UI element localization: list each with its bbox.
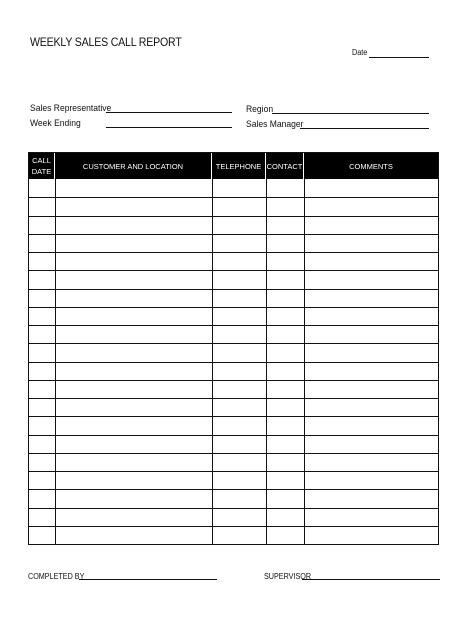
table-row[interactable] xyxy=(29,508,438,509)
table-row[interactable] xyxy=(29,453,438,454)
table-row[interactable] xyxy=(29,380,438,381)
column-header-customer-location: CUSTOMER AND LOCATION xyxy=(55,153,212,179)
report-title: WEEKLY SALES CALL REPORT xyxy=(30,37,182,49)
table-row[interactable] xyxy=(29,471,438,472)
date-field[interactable] xyxy=(369,57,429,58)
sales-manager-field[interactable] xyxy=(300,128,429,129)
sales-call-table xyxy=(28,152,439,545)
column-header-telephone: TELEPHONE xyxy=(212,153,266,179)
table-row[interactable] xyxy=(29,234,438,235)
table-row[interactable] xyxy=(29,270,438,271)
table-row[interactable] xyxy=(29,489,438,490)
column-header-contact: CONTACT xyxy=(266,153,304,179)
table-row[interactable] xyxy=(29,526,438,527)
region-label: Region xyxy=(246,104,274,115)
supervisor-field[interactable] xyxy=(302,579,440,580)
table-row[interactable] xyxy=(29,307,438,308)
week-ending-label: Week Ending xyxy=(30,118,81,129)
column-header-comments: COMMENTS xyxy=(349,161,393,171)
table-row[interactable] xyxy=(29,252,438,253)
table-row[interactable] xyxy=(29,216,438,217)
week-ending-field[interactable] xyxy=(106,127,232,128)
table-row[interactable] xyxy=(29,343,438,344)
table-row[interactable] xyxy=(29,289,438,290)
table-row[interactable] xyxy=(29,197,438,198)
date-label: Date xyxy=(352,48,368,57)
column-header-call-date xyxy=(29,153,55,179)
sales-manager-label: Sales Manager xyxy=(246,119,304,130)
completed-by-field[interactable] xyxy=(79,579,217,580)
region-field[interactable] xyxy=(272,113,429,114)
table-row[interactable] xyxy=(29,435,438,436)
table-row[interactable] xyxy=(29,398,438,399)
sales-representative-field[interactable] xyxy=(106,112,232,113)
completed-by-label: COMPLETED BY xyxy=(28,572,85,581)
table-row[interactable] xyxy=(29,362,438,363)
table-row[interactable] xyxy=(29,325,438,326)
supervisor-label: SUPERVISOR xyxy=(264,572,312,581)
table-row[interactable] xyxy=(29,416,438,417)
date-column-label: DATE xyxy=(31,167,52,176)
table-header xyxy=(29,153,438,179)
call-label: CALL xyxy=(32,156,51,165)
sales-representative-label: Sales Representative xyxy=(30,103,112,114)
